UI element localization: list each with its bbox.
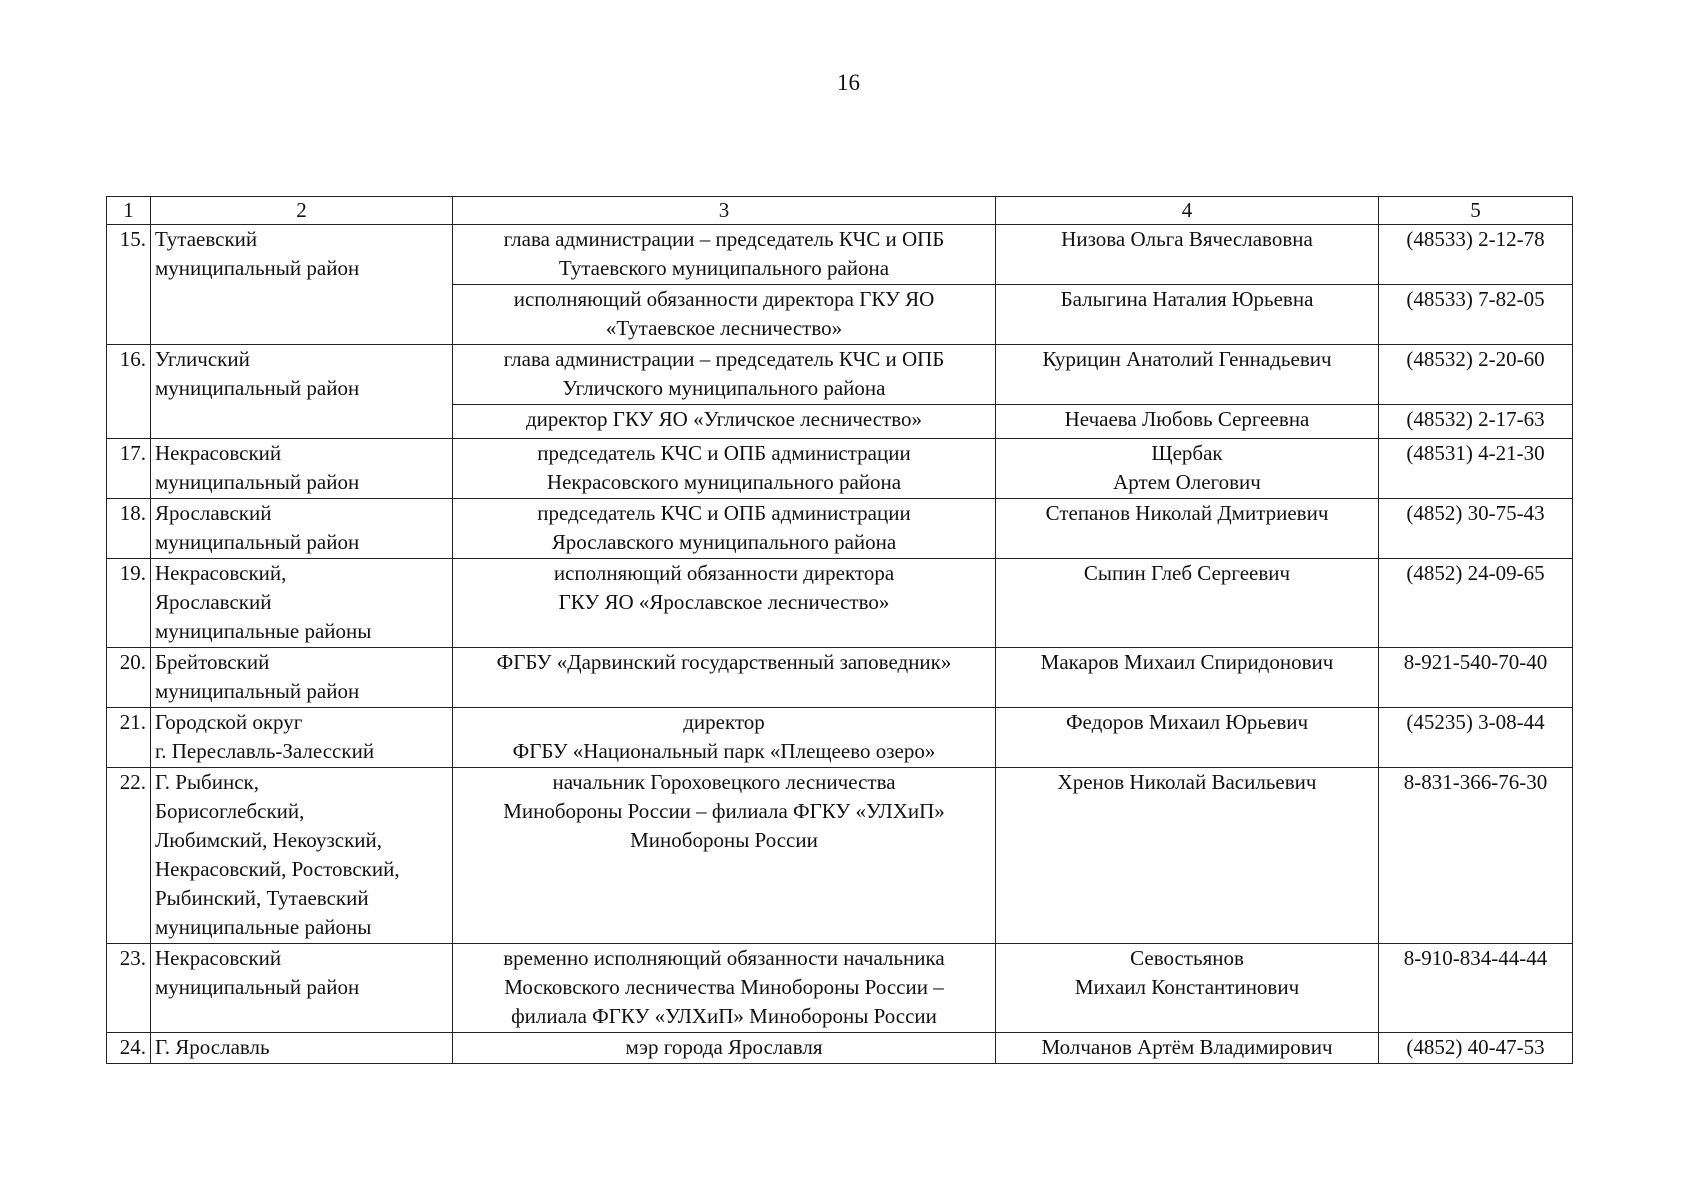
- row-number: 24.: [107, 1033, 151, 1064]
- district-line: муниципальный район: [155, 975, 360, 999]
- table-row: [107, 768, 1573, 944]
- column-number: 3: [453, 197, 996, 225]
- position-line: председатель КЧС и ОПБ администрации: [537, 501, 911, 525]
- position-line: «Тутаевское лесничество»: [605, 316, 843, 340]
- district-line: г. Переславль-Залесский: [155, 739, 375, 763]
- person-cell: [996, 405, 1379, 439]
- phone-cell: (48533) 2-12-78: [1379, 225, 1573, 285]
- phone-cell: (45235) 3-08-44: [1379, 708, 1573, 768]
- position-cell: [453, 1033, 996, 1064]
- row-number: 22.: [107, 768, 151, 944]
- district-line: муниципальные районы: [155, 915, 372, 939]
- position-cell: [453, 768, 996, 944]
- phone-cell: (4852) 40-47-53: [1379, 1033, 1573, 1064]
- table-row: [107, 1033, 1573, 1064]
- person-line: Нечаева Любовь Сергеевна: [1064, 407, 1310, 431]
- district-cell: [151, 708, 453, 768]
- district-cell: [151, 648, 453, 708]
- person-line: Макаров Михаил Спиридонович: [1040, 650, 1334, 674]
- person-line: Молчанов Артём Владимирович: [1041, 1035, 1333, 1059]
- position-cell: [453, 499, 996, 559]
- position-line: Некрасовского муниципального района: [546, 470, 902, 494]
- district-cell: [151, 439, 453, 499]
- district-line: муниципальный район: [155, 530, 360, 554]
- district-line: Тутаевский: [155, 227, 258, 251]
- district-line: муниципальный район: [155, 679, 360, 703]
- row-number: 21.: [107, 708, 151, 768]
- person-cell: [996, 1033, 1379, 1064]
- phone-cell: (48533) 7-82-05: [1379, 285, 1573, 345]
- district-line: Некрасовский: [155, 946, 282, 970]
- district-line: Любимский, Некоузский,: [155, 828, 383, 852]
- person-cell: [996, 225, 1379, 285]
- person-line: Хренов Николай Васильевич: [1057, 770, 1317, 794]
- position-cell: [453, 439, 996, 499]
- phone-cell: (4852) 30-75-43: [1379, 499, 1573, 559]
- position-cell: [453, 405, 996, 439]
- position-line: Ярославского муниципального района: [551, 530, 897, 554]
- phone-cell: 8-910-834-44-44: [1379, 944, 1573, 1033]
- column-number: 4: [996, 197, 1379, 225]
- person-line: Сыпин Глеб Сергеевич: [1083, 561, 1291, 585]
- row-number: 20.: [107, 648, 151, 708]
- district-line: Рыбинский, Тутаевский: [155, 886, 369, 910]
- phone-cell: (48531) 4-21-30: [1379, 439, 1573, 499]
- table-row: [107, 439, 1573, 499]
- district-line: Г. Рыбинск,: [155, 770, 259, 794]
- person-line: Федоров Михаил Юрьевич: [1065, 710, 1309, 734]
- page-number: 16: [837, 70, 860, 95]
- district-cell: [151, 559, 453, 648]
- district-line: Угличский: [155, 347, 250, 371]
- position-line: ГКУ ЯО «Ярославское лесничество»: [558, 590, 890, 614]
- table-row: [107, 345, 1573, 405]
- district-line: Ярославский: [155, 590, 272, 614]
- person-line: Артем Олегович: [1113, 470, 1261, 494]
- position-line: ФГБУ «Национальный парк «Плещеево озеро»: [512, 739, 936, 763]
- position-line: глава администрации – председатель КЧС и ОПБ: [503, 227, 945, 251]
- district-line: Некрасовский: [155, 441, 282, 465]
- row-number: 18.: [107, 499, 151, 559]
- district-cell: [151, 1033, 453, 1064]
- person-cell: [996, 944, 1379, 1033]
- position-line: председатель КЧС и ОПБ администрации: [537, 441, 911, 465]
- person-line: Щербак: [1151, 441, 1223, 465]
- position-cell: [453, 648, 996, 708]
- table-row: [107, 648, 1573, 708]
- district-cell: [151, 345, 453, 439]
- position-cell: [453, 708, 996, 768]
- person-line: Михаил Константинович: [1074, 975, 1300, 999]
- row-number: 19.: [107, 559, 151, 648]
- district-line: Г. Ярославль: [155, 1035, 270, 1059]
- table-body: [107, 225, 1573, 1064]
- person-line: Севостьянов: [1130, 946, 1244, 970]
- table-row: [107, 225, 1573, 285]
- phone-cell: (48532) 2-20-60: [1379, 345, 1573, 405]
- position-line: директор: [683, 710, 765, 734]
- position-cell: [453, 345, 996, 405]
- district-line: Некрасовский, Ростовский,: [155, 857, 400, 881]
- position-line: глава администрации – председатель КЧС и ОПБ: [503, 347, 945, 371]
- district-line: муниципальный район: [155, 470, 360, 494]
- person-cell: [996, 499, 1379, 559]
- district-cell: [151, 225, 453, 345]
- district-line: Некрасовский,: [155, 561, 287, 585]
- person-cell: [996, 648, 1379, 708]
- position-line: начальник Гороховецкого лесничества: [552, 770, 896, 794]
- person-cell: [996, 345, 1379, 405]
- column-number: 5: [1379, 197, 1573, 225]
- row-number: 16.: [107, 345, 151, 439]
- position-cell: [453, 225, 996, 285]
- phone-cell: (4852) 24-09-65: [1379, 559, 1573, 648]
- column-number: 1: [107, 197, 151, 225]
- district-line: Ярославский: [155, 501, 272, 525]
- person-cell: [996, 708, 1379, 768]
- phone-cell: 8-831-366-76-30: [1379, 768, 1573, 944]
- position-line: Московского лесничества Минобороны России –: [504, 975, 944, 999]
- position-line: Минобороны России – филиала ФГКУ «УЛХиП»: [503, 799, 945, 823]
- position-line: мэр города Ярославля: [625, 1035, 823, 1059]
- phone-cell: 8-921-540-70-40: [1379, 648, 1573, 708]
- person-line: Низова Ольга Вячеславовна: [1061, 227, 1313, 251]
- table-row: [107, 559, 1573, 648]
- person-cell: [996, 559, 1379, 648]
- person-cell: [996, 439, 1379, 499]
- district-line: Городской округ: [155, 710, 303, 734]
- table-row: [107, 944, 1573, 1033]
- position-line: Тутаевского муниципального района: [558, 256, 890, 280]
- person-line: Курицин Анатолий Геннадьевич: [1042, 347, 1332, 371]
- position-line: Угличского муниципального района: [562, 376, 886, 400]
- person-cell: [996, 285, 1379, 345]
- district-line: Борисоглебский,: [155, 799, 305, 823]
- district-line: муниципальные районы: [155, 619, 372, 643]
- position-line: исполняющий обязанности директора ГКУ ЯО: [513, 287, 935, 311]
- person-line: Степанов Николай Дмитриевич: [1045, 501, 1329, 525]
- contacts-table: [106, 196, 1573, 1064]
- district-cell: [151, 499, 453, 559]
- row-number: 17.: [107, 439, 151, 499]
- district-cell: [151, 768, 453, 944]
- position-cell: [453, 559, 996, 648]
- table-row: [107, 499, 1573, 559]
- position-cell: [453, 944, 996, 1033]
- position-line: временно исполняющий обязанности начальника: [503, 946, 945, 970]
- column-number: 2: [151, 197, 453, 225]
- row-number: 15.: [107, 225, 151, 345]
- position-line: Минобороны России: [630, 828, 818, 852]
- district-line: Брейтовский: [155, 650, 270, 674]
- position-line: исполняющий обязанности директора: [553, 561, 895, 585]
- position-line: ФГБУ «Дарвинский государственный заповедник»: [496, 650, 952, 674]
- person-cell: [996, 768, 1379, 944]
- phone-cell: (48532) 2-17-63: [1379, 405, 1573, 439]
- table-row: [107, 708, 1573, 768]
- column-numbers-row: [107, 197, 1573, 225]
- row-number: 23.: [107, 944, 151, 1033]
- position-line: филиала ФГКУ «УЛХиП» Минобороны России: [511, 1004, 937, 1028]
- district-line: муниципальный район: [155, 256, 360, 280]
- district-cell: [151, 944, 453, 1033]
- person-line: Балыгина Наталия Юрьевна: [1060, 287, 1314, 311]
- position-line: директор ГКУ ЯО «Угличское лесничество»: [525, 407, 923, 431]
- district-line: муниципальный район: [155, 376, 360, 400]
- position-cell: [453, 285, 996, 345]
